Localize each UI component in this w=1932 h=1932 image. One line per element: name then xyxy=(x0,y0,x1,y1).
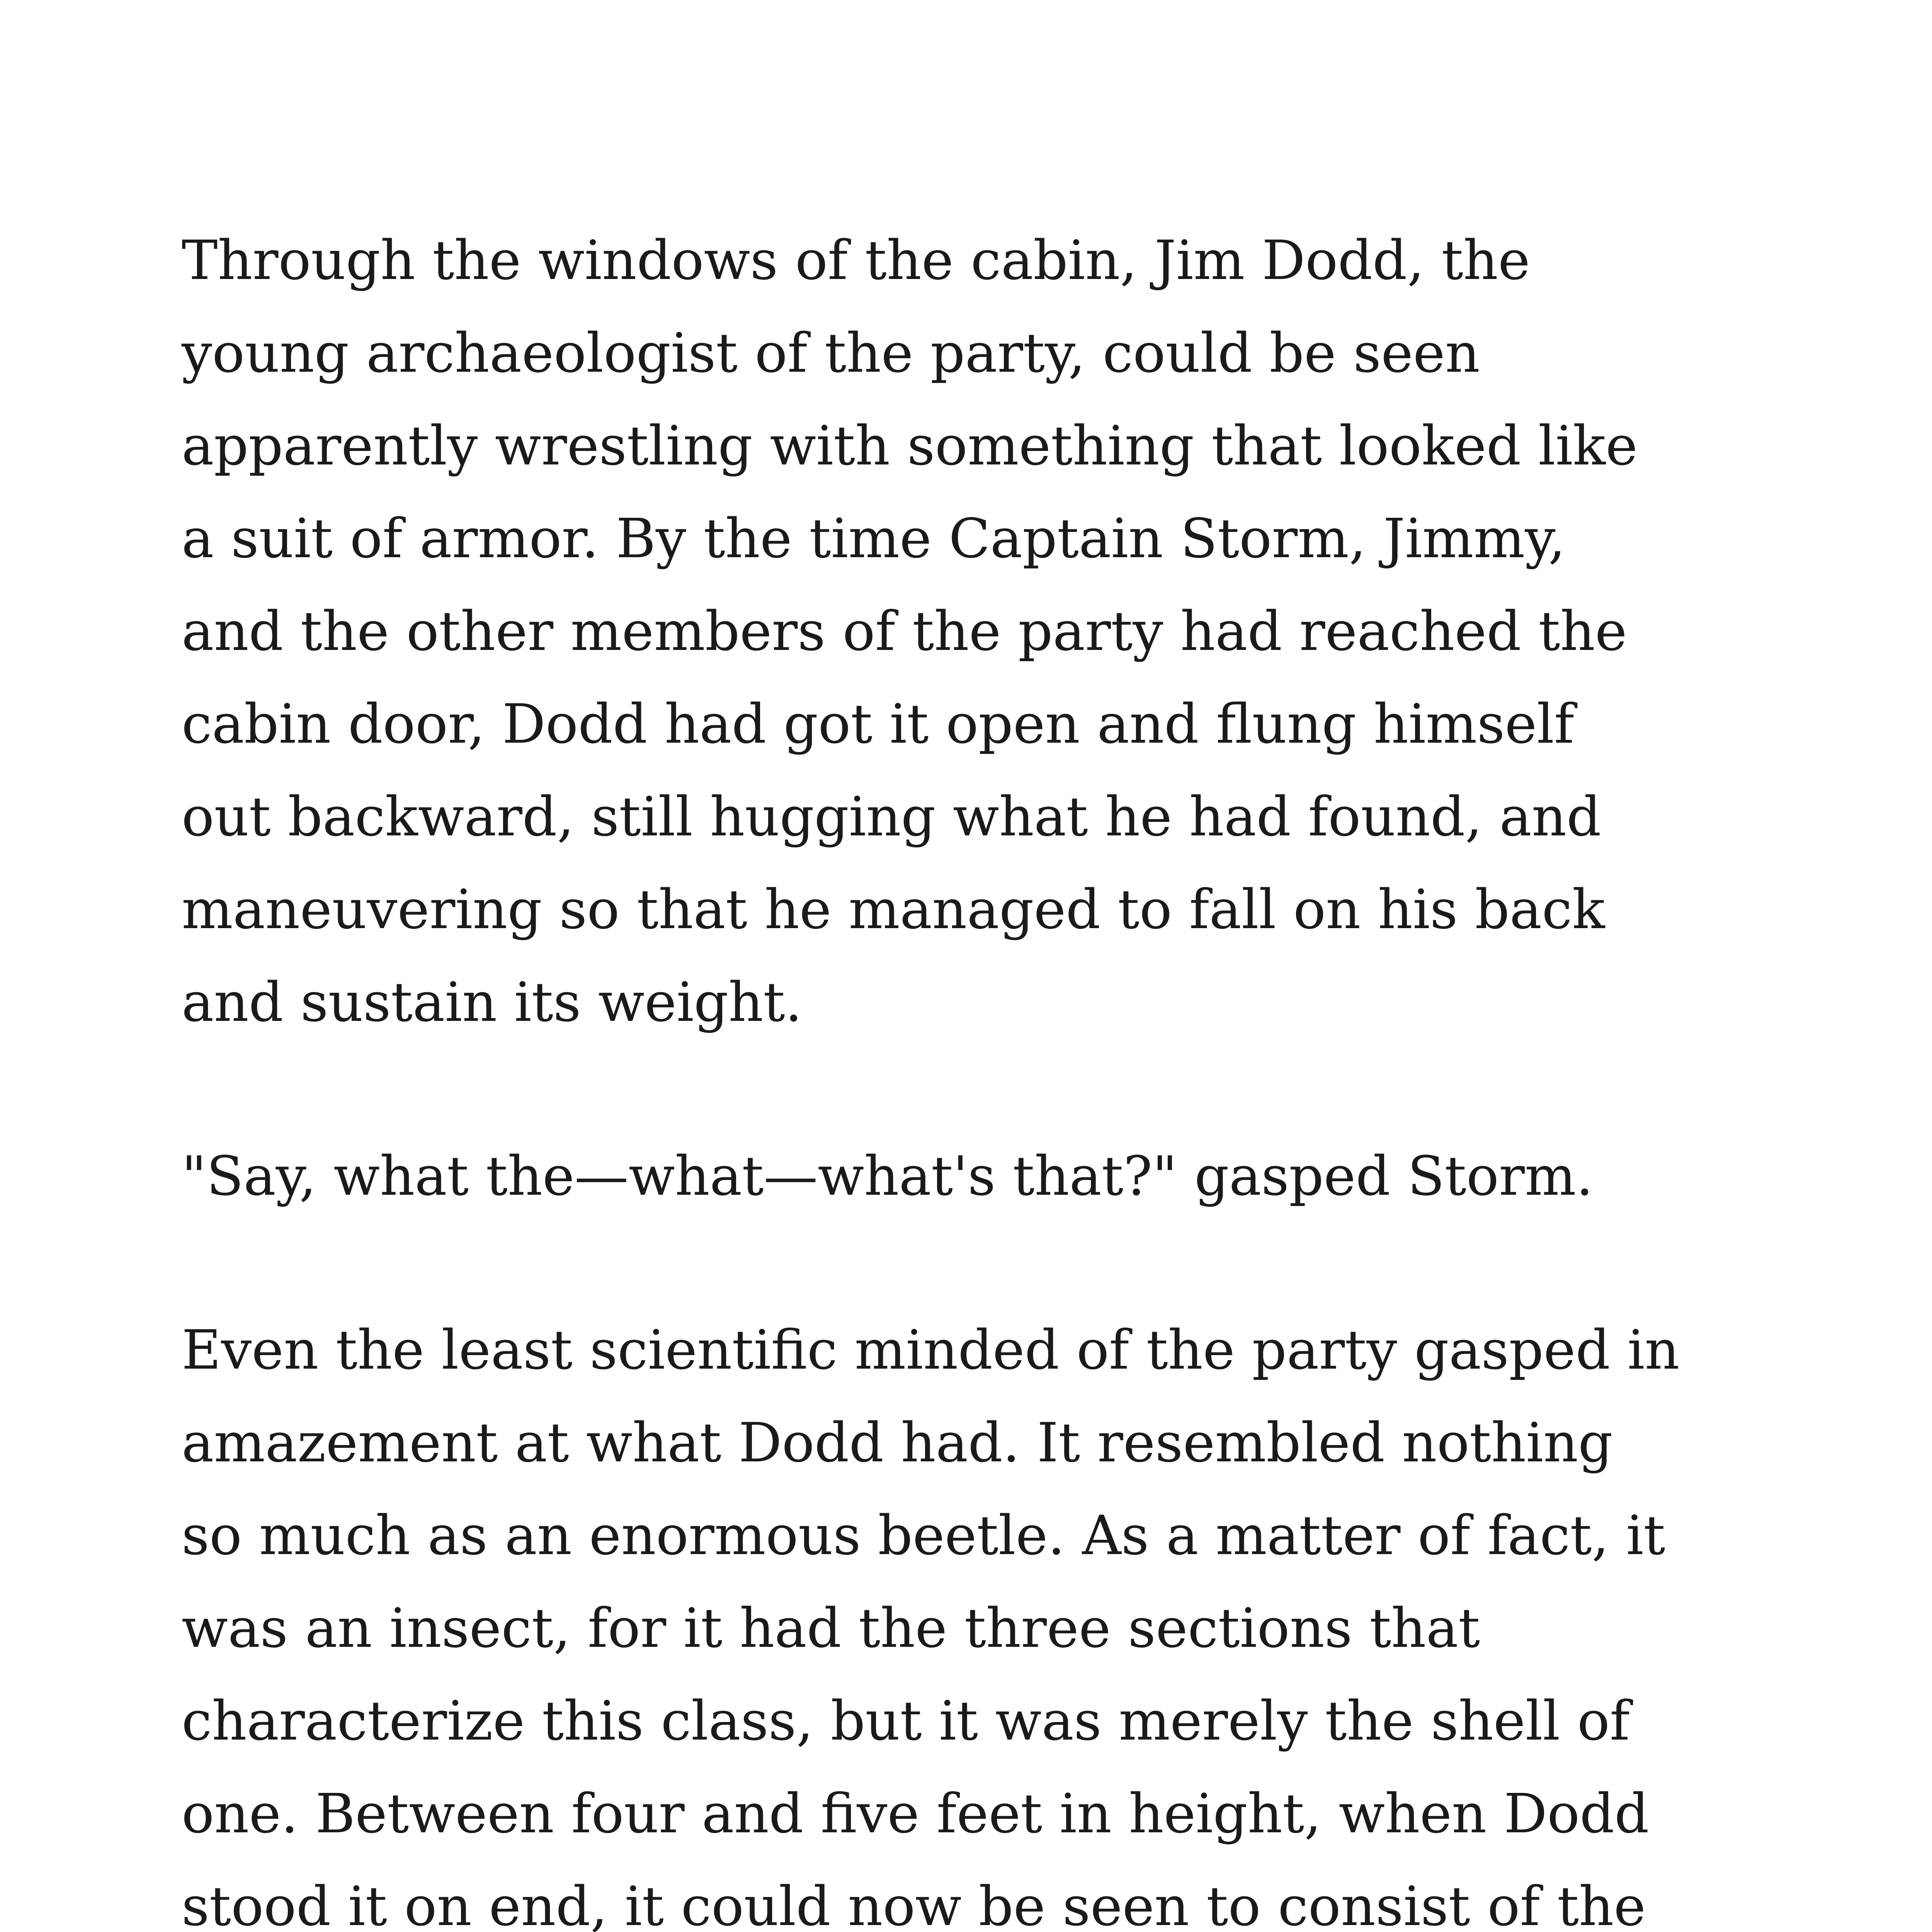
text-line: amazement at what Dodd had. It resembled nothing xyxy=(182,1412,1613,1475)
text-line: apparently wrestling with something that looked like xyxy=(182,415,1638,478)
text-line: characterize this class, but it was merely the shell of xyxy=(182,1690,1630,1753)
text-line: one. Between four and five feet in height, when Dodd xyxy=(182,1782,1649,1845)
text-line: out backward, still hugging what he had found, and xyxy=(182,786,1601,849)
body-text xyxy=(182,214,1828,1932)
paragraph-1 xyxy=(182,214,1828,1049)
text-line: Through the windows of the cabin, Jim Dodd, the xyxy=(182,229,1530,292)
text-line: cabin door, Dodd had got it open and flung himself xyxy=(182,693,1574,756)
text-line: "Say, what the—what—what's that?" gasped Storm. xyxy=(182,1145,1594,1208)
text-line: and sustain its weight. xyxy=(182,971,803,1034)
text-line: so much as an enormous beetle. As a matter of fact, it xyxy=(182,1504,1665,1567)
text-line: a suit of armor. By the time Captain Storm, Jimmy, xyxy=(182,507,1566,570)
text-line: and the other members of the party had reached the xyxy=(182,600,1627,663)
text-line: Even the least scientific minded of the party gasped in xyxy=(182,1319,1680,1382)
text-line: stood it on end, it could now be seen to consist of the xyxy=(182,1875,1646,1932)
paragraph-2 xyxy=(182,1130,1828,1223)
text-line: maneuvering so that he managed to fall on his back xyxy=(182,878,1605,941)
paragraph-3 xyxy=(182,1304,1828,1932)
text-line: was an insect, for it had the three sections that xyxy=(182,1597,1480,1660)
text-line: young archaeologist of the party, could be seen xyxy=(182,322,1480,385)
